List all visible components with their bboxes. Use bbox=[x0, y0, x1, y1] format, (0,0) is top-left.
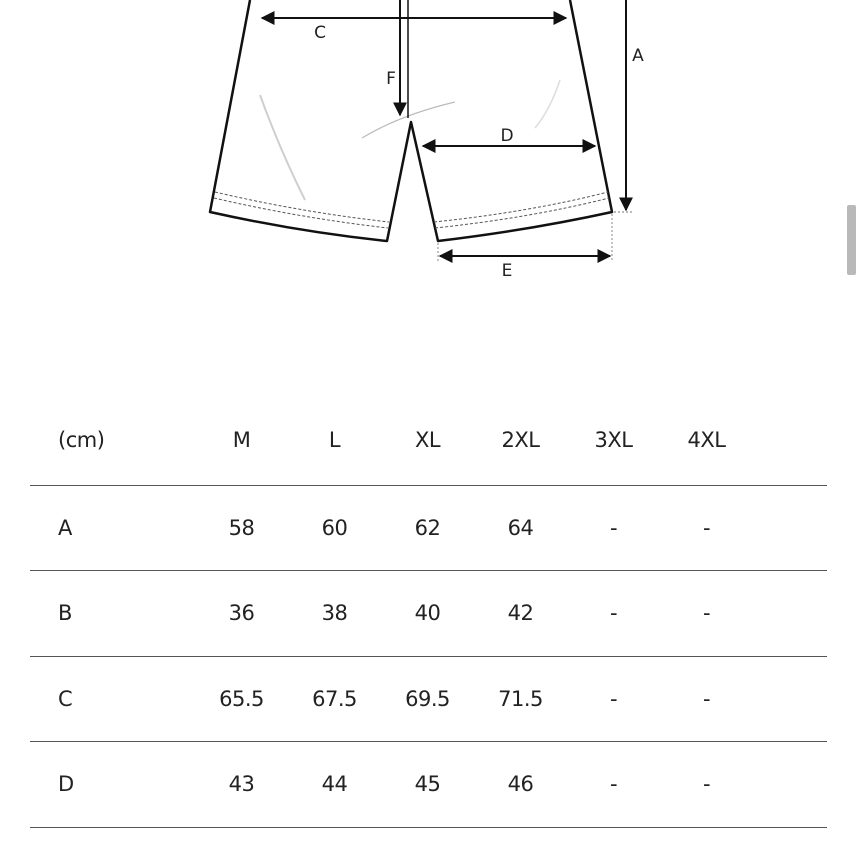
hem-stitch-left-2 bbox=[214, 198, 388, 228]
table-cell: - bbox=[567, 656, 660, 742]
table-cell: 58 bbox=[195, 485, 288, 571]
table-cell: - bbox=[660, 485, 753, 571]
table-row bbox=[30, 571, 827, 657]
size-header-4xl: 4XL bbox=[660, 396, 753, 485]
table-cell: 46 bbox=[474, 742, 567, 828]
row-label: C bbox=[30, 656, 195, 742]
spacer-cell bbox=[753, 742, 827, 828]
table-row bbox=[30, 485, 827, 571]
spacer-cell bbox=[753, 571, 827, 657]
table-cell: - bbox=[567, 485, 660, 571]
table-cell: 42 bbox=[474, 571, 567, 657]
table-cell: 36 bbox=[195, 571, 288, 657]
table-cell: 64 bbox=[474, 485, 567, 571]
row-label: A bbox=[30, 485, 195, 571]
spacer-cell bbox=[753, 485, 827, 571]
table-row bbox=[30, 742, 827, 828]
scrollbar-thumb[interactable] bbox=[847, 205, 856, 275]
table-cell: 45 bbox=[381, 742, 474, 828]
table-cell: - bbox=[567, 571, 660, 657]
table-cell: 65.5 bbox=[195, 656, 288, 742]
hem-stitch-right-2 bbox=[435, 198, 609, 228]
fold-line-right bbox=[535, 80, 560, 128]
table-header-row bbox=[30, 396, 827, 485]
table-cell: 38 bbox=[288, 571, 381, 657]
table-cell: 69.5 bbox=[381, 656, 474, 742]
label-c: C bbox=[314, 23, 326, 43]
size-header-xl: XL bbox=[381, 396, 474, 485]
size-header-m: M bbox=[195, 396, 288, 485]
spacer-cell bbox=[753, 656, 827, 742]
table-cell: - bbox=[660, 656, 753, 742]
label-e: E bbox=[501, 261, 513, 281]
table-cell: 71.5 bbox=[474, 656, 567, 742]
table-cell: - bbox=[660, 742, 753, 828]
table-cell: 60 bbox=[288, 485, 381, 571]
size-header-3xl: 3XL bbox=[567, 396, 660, 485]
unit-label: (cm) bbox=[30, 396, 195, 485]
spacer-cell bbox=[753, 396, 827, 485]
table-cell: - bbox=[567, 742, 660, 828]
size-chart-table bbox=[30, 396, 827, 828]
table-cell: - bbox=[660, 571, 753, 657]
fold-line-left bbox=[260, 95, 305, 200]
size-header-l: L bbox=[288, 396, 381, 485]
table-cell: 43 bbox=[195, 742, 288, 828]
label-a: A bbox=[632, 46, 644, 66]
table-row bbox=[30, 656, 827, 742]
row-label: D bbox=[30, 742, 195, 828]
table-cell: 40 bbox=[381, 571, 474, 657]
label-d: D bbox=[500, 126, 514, 146]
table-cell: 44 bbox=[288, 742, 381, 828]
row-label: B bbox=[30, 571, 195, 657]
table-cell: 67.5 bbox=[288, 656, 381, 742]
table-cell: 62 bbox=[381, 485, 474, 571]
size-header-2xl: 2XL bbox=[474, 396, 567, 485]
shorts-diagram bbox=[0, 0, 856, 300]
label-f: F bbox=[386, 69, 396, 89]
